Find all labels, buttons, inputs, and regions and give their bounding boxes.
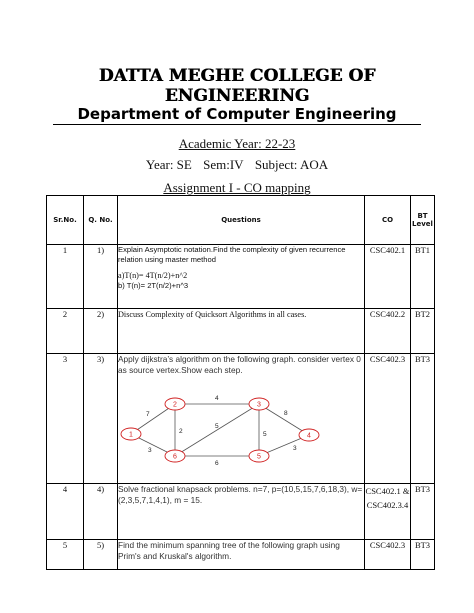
row-bt: BT3 [411,540,435,570]
edge-weight: 3 [293,445,297,452]
row-co [365,484,411,540]
edge-weight: 5 [215,423,219,430]
row-sr: 5 [47,540,84,570]
graph-node-label: 3 [257,401,261,409]
question-part-a: a)T(n)= 4T(n/2)+n^2 [118,271,188,280]
row-sr: 1 [47,245,84,309]
row-sr: 4 [47,484,84,540]
graph-node-label: 4 [307,432,311,440]
row-sr: 3 [47,354,84,484]
row-co: CSC402.2 [365,309,411,354]
co-mapping-table [46,195,435,570]
row-qno: 2) [84,309,118,354]
header-questions: Questions [118,196,365,245]
row-bt: BT2 [411,309,435,354]
edge-weight: 7 [146,411,150,418]
academic-year: Academic Year: 22-23 [178,136,296,151]
edge-weight: 5 [263,431,267,438]
year-sem-subject [0,157,474,173]
table-row [47,354,435,484]
table-header-row [47,196,435,245]
row-question [118,484,365,540]
edge-weight: 3 [148,447,152,454]
row-co-line-2: CSC402.3.4 [366,500,409,510]
table-row [47,245,435,309]
row-co: CSC402.3 [365,540,411,570]
row-qno: 4) [84,484,118,540]
graph-node-label: 2 [173,401,177,409]
table-row [47,484,435,540]
row-question [118,354,365,484]
row-qno: 3) [84,354,118,484]
header-co: CO [365,196,411,245]
question-text: Solve fractional knapsack problems. n=7, p=(10,5,15,7,6,18,3), w=(2,3,5,7,1,4,1), m = 15. [118,484,363,505]
header-bt: BT Level [411,196,435,245]
row-bt: BT1 [411,245,435,309]
header-rule [53,124,421,125]
college-name: DATTA MEGHE COLLEGE OF ENGINEERING [98,66,376,106]
header-q-text: Q. No. [88,216,113,224]
row-co: CSC402.1 [365,245,411,309]
row-question [118,309,365,354]
graph-node-label: 5 [257,453,261,461]
row-co-line-1: CSC402.1 & [365,486,410,496]
graph-edge [173,401,261,456]
edge-weight: 8 [284,410,288,417]
table-row [47,540,435,570]
row-question [118,540,365,570]
question-part-b: b) T(n)= 2T(n/2)+n^3 [118,281,189,290]
graph-node-label: 1 [129,431,133,439]
question-text: Explain Asymptotic notation.Find the complexity of given recurrence relation using master method [118,245,346,264]
row-qno: 5) [84,540,118,570]
edge-weight: 4 [215,395,219,402]
row-co: CSC402.3 [365,354,411,484]
department-name: Department of Computer Engineering [77,105,397,123]
table-row [47,309,435,354]
assignment-title: Assignment I - CO mapping [163,180,311,195]
question-text: Discuss Complexity of Quicksort Algorithms in all cases. [118,310,307,319]
year-label: Year: SE [145,157,192,172]
question-text: Apply dijkstra’s algorithm on the following graph. consider vertex 0 as source vertex.Show each step. [118,354,361,375]
row-sr: 2 [47,309,84,354]
question-text: Find the minimum spanning tree of the following graph using Prim's and Kruskal's algorithm. [118,540,340,561]
sem-label: Sem:IV [203,157,244,172]
row-bt: BT3 [411,484,435,540]
subject-label: Subject: AOA [254,157,329,172]
header-sr: Sr.No. [47,196,84,245]
dijkstra-graph [118,378,356,466]
row-question [118,245,365,309]
header-q [84,196,118,245]
row-qno: 1) [84,245,118,309]
row-bt: BT3 [411,354,435,484]
edge-weight: 6 [215,460,219,466]
edge-weight: 2 [179,428,183,435]
graph-node-label: 6 [173,453,177,461]
